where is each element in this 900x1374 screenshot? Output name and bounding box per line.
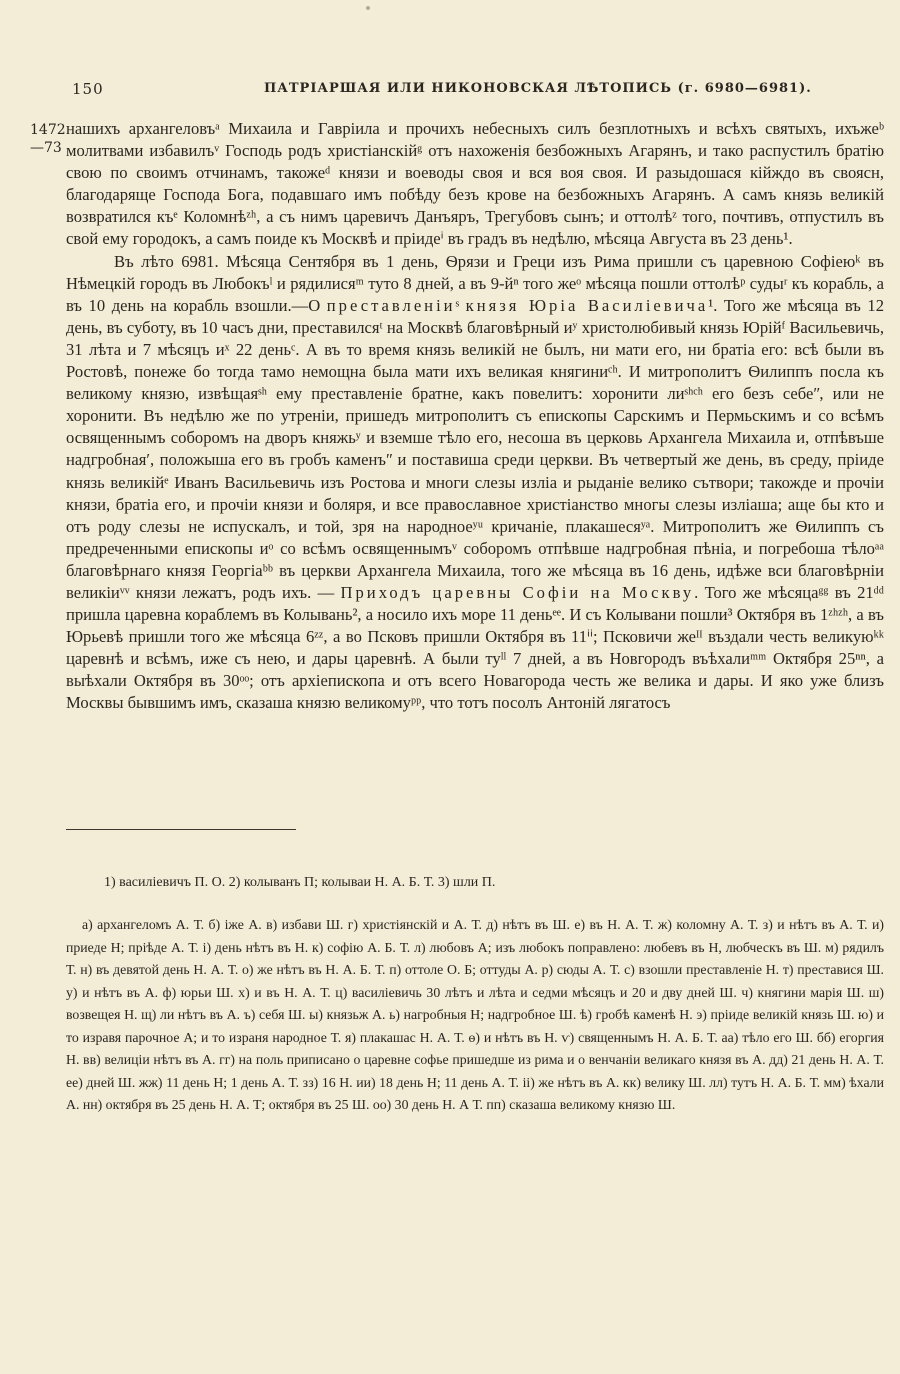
paragraph-continuation: нашихъ архангеловъᵃ Михаила и Гавріила и прочихъ небесныхъ силъ безплотныхъ и всѣхъ святыхъ, ихъжеᵇ молитвами избавилъᵛ Господь родъ христіанскійᵍ отъ нахоженія безбожныхъ Агарянъ, и тако распустилъ братію свою по своимъ отчинамъ, такожеᵈ князи и воеводы своя и вся воя своя. И разыдошася кійждо въ своясн, благодаряще Господа Бога, подавшаго имъ побѣду безъ крове на безбожныхъ Агарянъ. А самъ князь великій возвратился къᵉ Коломнѣᶻʰ, а съ нимъ царевичъ Данъяръ, Трегубовъ сынъ; и оттолѣᶻ того, почтивъ, отпустилъ въ свой ему городокъ, а самъ поиде къ Москвѣ и пріидеⁱ въ градъ въ недѣлю, мѣсяца Августа въ 23 день¹.	[66, 119, 884, 249]
section-heading-sophia-arrival: Приходъ царевны Софіи на Москву	[340, 582, 695, 602]
section-heading-repose: преставленіи	[326, 295, 456, 315]
margin-year-note	[30, 121, 68, 157]
chronicle-text	[66, 118, 884, 715]
paragraph-text: ¹. Того же мѣсяца въ 12 день, въ суботу, въ 10 часъ дни, преставилсяᵗ на Москвѣ благовѣрный иʸ христолюбивый князь Юрійᶠ Васильевичь, 31 лѣта и 7 мѣсяцъ иˣ 22 деньᶜ. А въ то время князь великій не былъ, ни мати его, ни братіа его: всѣ были въ Ростовѣ, понеже бо тогда тамо немощна была мати ихъ великая княгиниᶜʰ. И митрополитъ Ѳилиппъ посла къ великому князю, извѣщаяˢʰ ему преставленіе братне, какъ повелитъ: хоронити лиˢʰᶜʰ его безъ себеʺ, или не хоронити. Въ недѣлю же по утреніи, пришедъ митрополитъ съ епископы Сарскимъ и Пермьскимъ и со всѣмъ освященнымъ соборомъ на дворъ княжьʸ и вземше тѣло его, несоша въ церковь Архангела Михаила и, отпѣвъше надгробнаяʹ, положыша его въ гробъ каменъʺ и поставиша среди церкви. Въ четвертый же день, въ среду, пріиде князь великійᵉ Иванъ Васильевичь изъ Ростова и многи слезы изліа и рыданіе велико сътвори; такожде и прочіи князи, братіа его, и прочіи князи и боляря, и все православное христіанство многы слезы изліаша; аще бы кто и отъ роду слезы не испускалъ, и той, зря на народноеʸᵘ кричаніе, плакашесяʸᵃ. Митрополитъ же Ѳилиппъ съ предреченными епископы иᵒ со всѣмъ освященнымъᵛ соборомъ отпѣвше надгробная пѣніа, и погребоша тѣлоᵃᵃ благовѣрнаго князя Георгіаᵇᵇ въ церкви Архангела Михаила, того же мѣсяца въ 16 день, идѣже вси благовѣрніи великіиᵛᵛ князи лежатъ, родъ ихъ. —	[66, 295, 884, 602]
running-head: ПАТРІАРШАЯ ИЛИ НИКОНОВСКАЯ ЛѢТОПИСЬ (г. 6980—6981).	[264, 81, 812, 96]
footnote-divider	[66, 829, 296, 830]
numbered-footnote-text: 1) василіевичъ П. О. 2) колыванъ П; колываи Н. А. Б. Т. 3) шли П.	[104, 875, 496, 890]
footnote-mark: ˢ	[455, 295, 460, 315]
page-number: 150	[72, 80, 104, 98]
paragraph-text: Въ лѣто 6981. Мѣсяца Сентября въ 1 день, Ѳрязи и Греци изъ Рима пришли съ царевною Софіеюᵏ въ Нѣмецкій городъ въ Любокъˡ и рядилисяᵐ туто 8 дней, а въ 9-йⁿ того жеᵒ мѣсяца пошли оттолѣᵖ судыʳ къ корабль, а въ 10 день на корабль взошли.—О	[66, 251, 884, 315]
paragraph-text: . Того же мѣсяцаᵍᵍ въ 21ᵈᵈ пришла царевна кораблемъ въ Колывань², а носило ихъ море 11 деньᵉᵉ. И съ Колывани пошли³ Октября въ 1ᶻʰᶻʰ, а въ Юрьевѣ пришли того же мѣсяца 6ᶻᶻ, а во Псковъ пришли Октября въ 11ⁱⁱ; Псковичи жеᴵᴵ въздали честь великуюᵏᵏ царевнѣ и всѣмъ, иже съ нею, и дары царевнѣ. А были туˡˡ 7 дней, а въ Новгородъ въѣхалиᵐᵐ Октября 25ⁿⁿ, а выѣхали Октября въ 30ᵒᵒ; отъ архіепископа и отъ всего Новагорода честь же велика и дары. И яко уже близъ Москвы бывшимъ имъ, сказаша князю великомуᵖᵖ, что тотъ посолъ Антоній лягатосъ	[66, 582, 885, 713]
section-heading-prince-yuri: князя Юріа Василіевича	[465, 295, 709, 315]
paragraph-year-6981	[66, 251, 884, 715]
page-header	[64, 80, 860, 104]
print-speck	[366, 6, 370, 10]
margin-year-bottom: —73	[30, 140, 62, 156]
numbered-footnotes	[66, 874, 884, 892]
variant-readings	[66, 914, 884, 1117]
margin-year-top: 1472	[30, 122, 66, 138]
variant-readings-text: а) архангеломъ А. Т. б) іже А. в) избави Ш. г) христіянскій и А. Т. д) нѣтъ въ Ш. е) въ Н. А. Т. ж) коломну А. Т. з) и нѣтъ въ А. Т. и) приеде Н; пріѣде А. Т. і) день нѣтъ въ Н. к) софію А. Б. Т. л) любовъ А; изъ любокъ поправлено: любевъ въ Н, любческъ въ Ш. м) рядилъ Т. н) въ девятой день Н. А. Т. о) же нѣтъ въ Н. А. Б. Т. п) оттоле О. Б; оттуды А. р) сюды А. Т. с) взошли преставленіе Н. т) преставися Ш. у) и нѣтъ въ А. ф) юрьи Ш. х) и въ Н. А. Т. ц) василіевичь 30 лѣтъ и лѣта и седми мѣсяцъ и 20 и дву дней Ш. ч) княгини марія Ш. ш) возвещея Н. щ) ли нѣтъ въ А. ъ) себя Ш. ы) князьж А. ь) нагробныя Н; надгробное Ш. ѣ) гробѣ каменѣ Н. э) пріиде великій князь Ш. ю) и то изравя парочное А; и то израня народное Т. я) плакашас Н. А. Т. ѳ) и нѣтъ въ Н. ѵ) священнымъ Н. А. Б. Т. аа) тѣло его Ш. бб) егоргия Н. вв) велиціи нѣтъ въ А. гг) на поль приписано о царевне софье пришедше из рима и о венчаніи великаго князя въ А. дд) 21 день Н. А. Т. ее) дней Ш. жж) 11 день Н; 1 день А. Т. зз) 16 Н. ии) 18 день Н; 11 день А. Т. іі) же нѣтъ въ А. кк) велику Ш. лл) тутъ Н. А. Б. Т. мм) ѣхали А. нн) октября въ 25 день Н. А. Т; октября въ 25 Ш. оо) 30 день Н. А Т. пп) сказаша великому князю Ш.	[66, 917, 884, 1112]
